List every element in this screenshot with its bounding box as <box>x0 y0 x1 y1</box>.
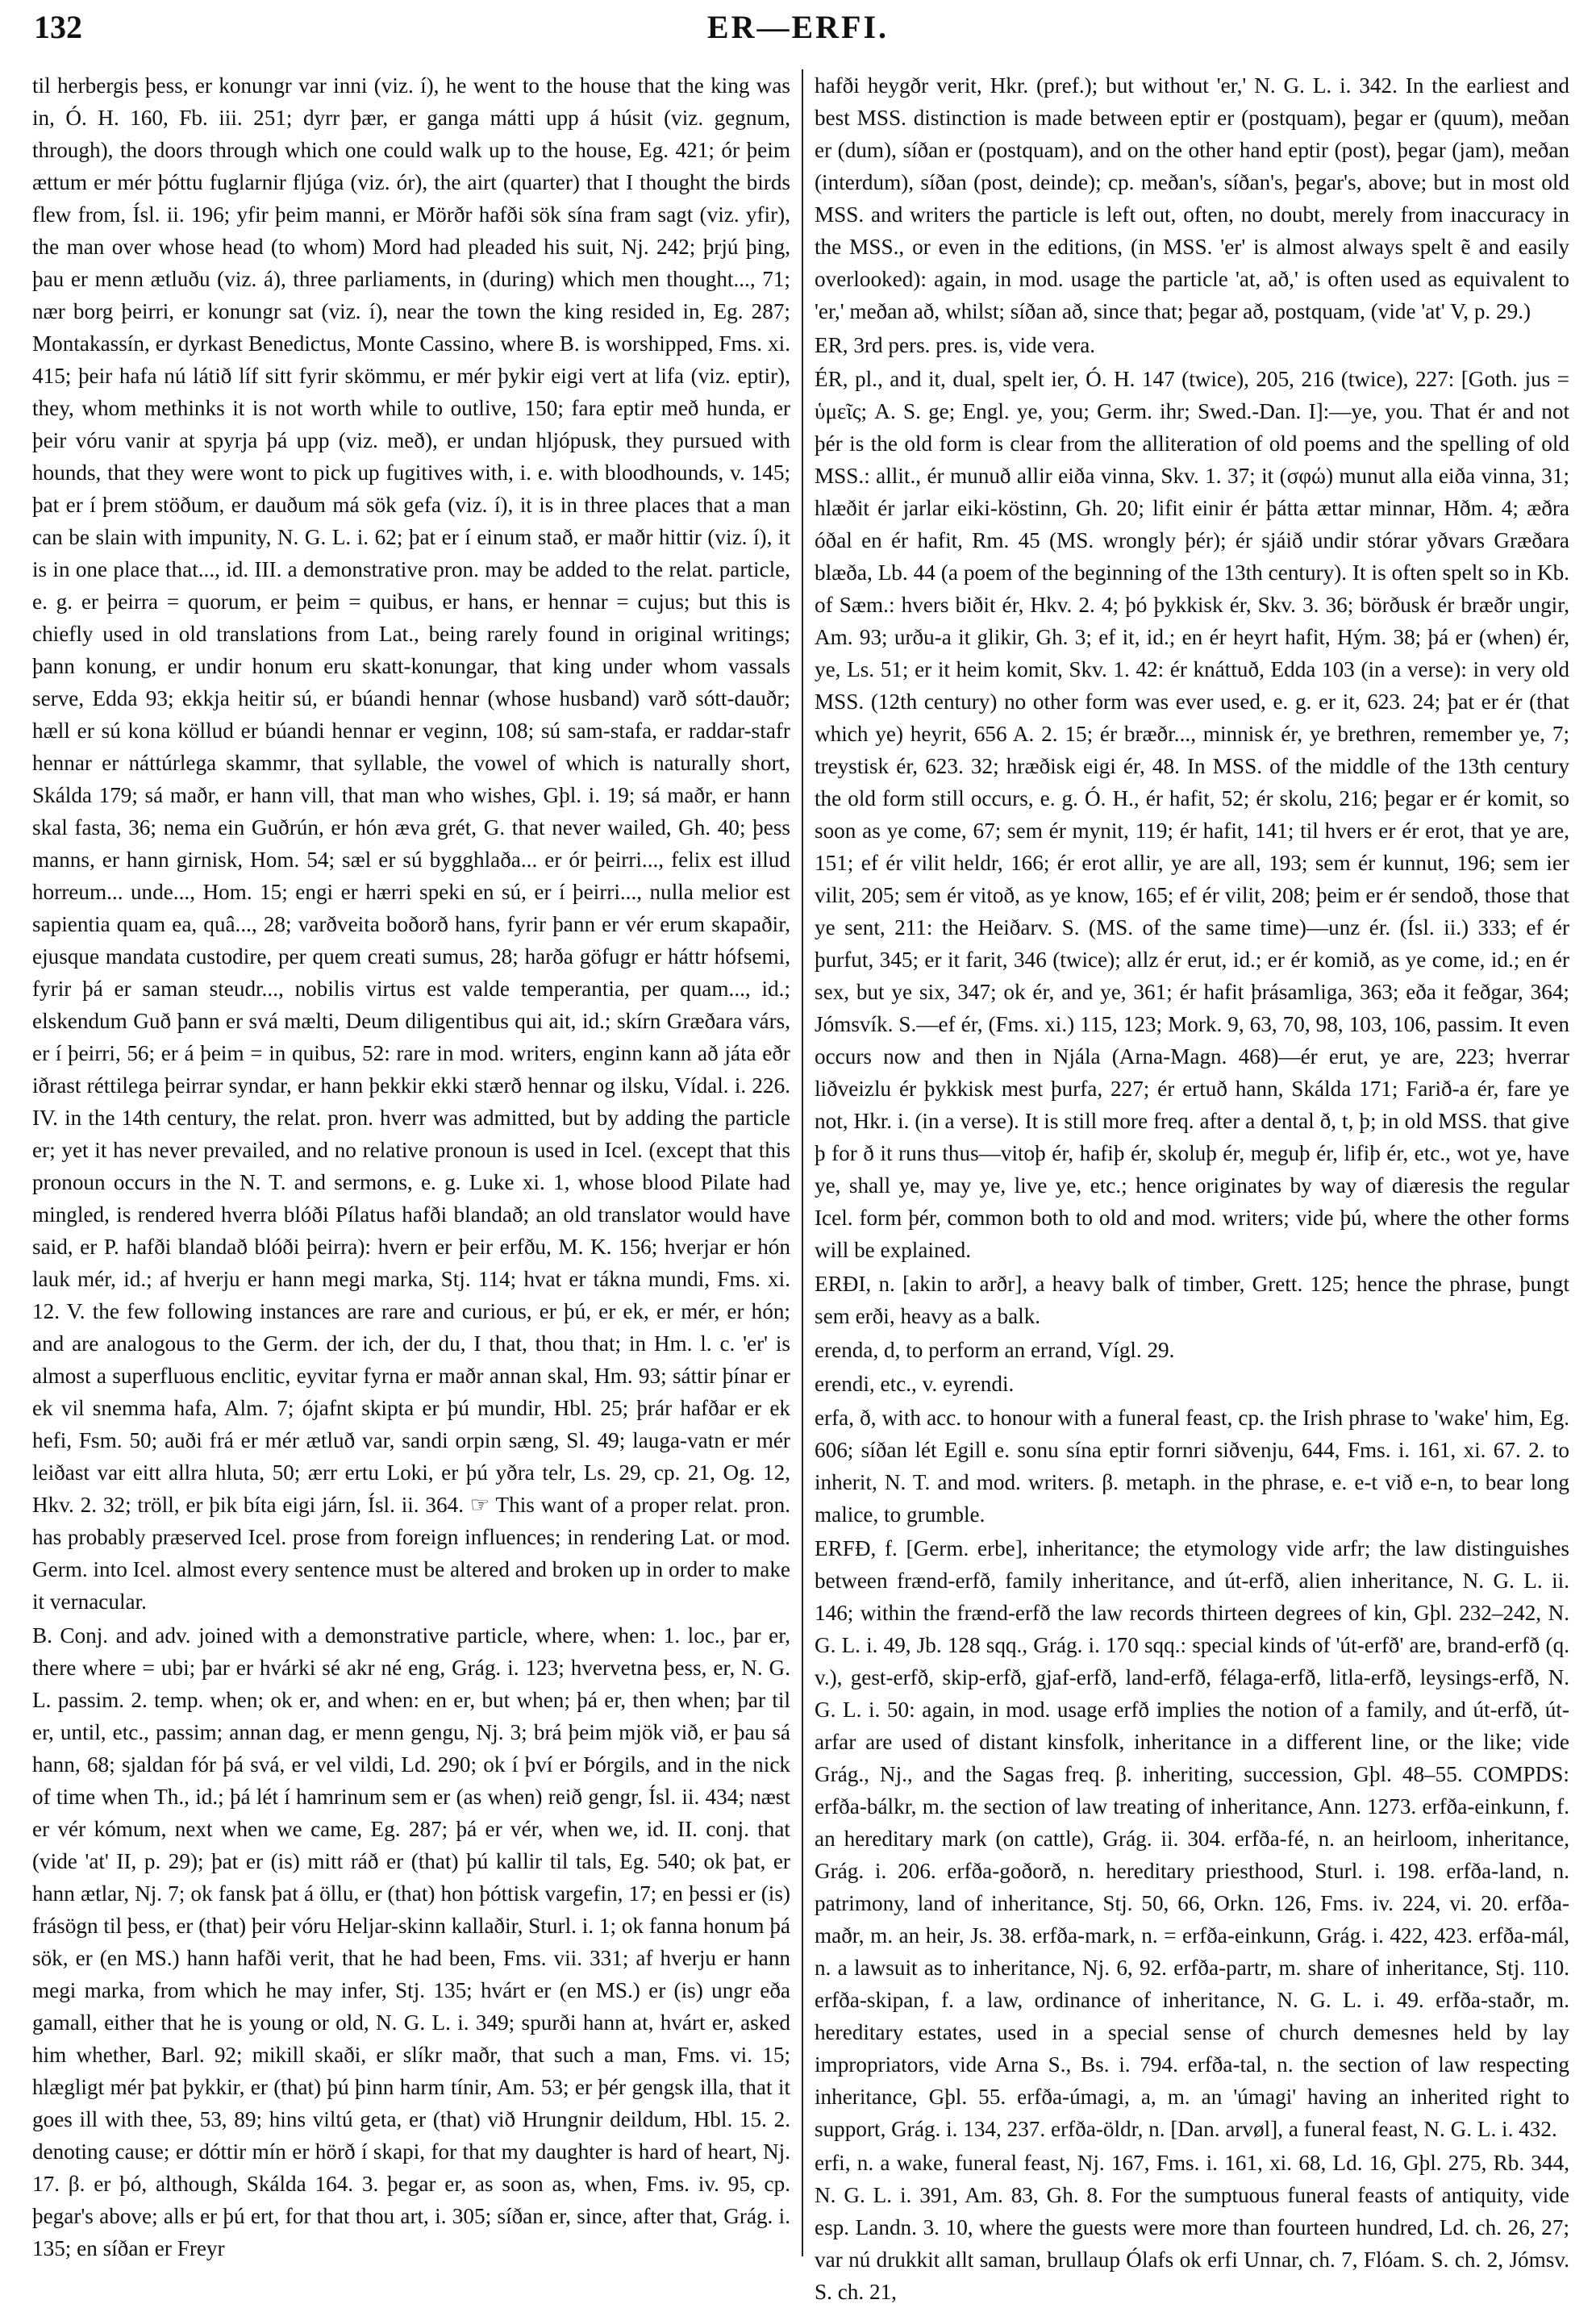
entry-paragraph: til herbergis þess, er konungr var inni (viz. í), he went to the house that the king was in, Ó. H. 160, Fb. iii. 251; dyrr þær, er ganga mátti upp á húsit (viz. gegnum, through), the doors through which one could walk up to the house, Eg. 421; ór þeim ættum er mér þóttu fuglarnir fljúga (viz. ór), the airt (quarter) that I thought the birds flew from, Ísl. ii. 196; yfir þeim manni, er Mörðr hafði sök sína fram sagt (viz. yfir), the man over whose head (to whom) Mord had pleaded his suit, Nj. 242; þrjú þing, þau er menn ætluðu (viz. á), three parliaments, in (during) which men thought..., 71; nær borg þeirri, er konungr sat (viz. í), near the town the king resided in, Eg. 287; Montakassín, er dyrkast Benedictus, Monte Cassino, where B. is worshipped, Fms. xi. 415; þeir hafa nú látið líf sitt fyrir skömmu, er mér þykir eigi vert at lifa (viz. eptir), they, whom methinks it is not worth while to outlive, 150; fara eptir með hunda, er þeir vóru vanir at spyrja þá upp (viz. með), er undan hljópusk, they pursued with hounds, that they were wont to pick up fugitives with, i. e. with bloodhounds, v. 145; þat er í þrem stöðum, er dauðum má sök gefa (viz. í), it is in three places that a man can be slain with impunity, N. G. L. i. 62; þat er í einum stað, er maðr hittir (viz. í), it is in one place that..., id. III. a demonstrative pron. may be added to the relat. particle, e. g. er þeirra = quorum, er þeim = quibus, er hans, er hennar = cujus; but this is chiefly used in old translations from Lat., being rarely found in original writings; þann konung, er undir honum eru skatt-konungar, that king under whom vassals serve, Edda 93; ekkja heitir sú, er búandi hennar (whose husband) varð sótt-dauðr; hæll er sú kona köllud er búandi hennar er veginn, 108; sú sam-stafa, er raddar-stafr hennar er náttúrlega skammr, that syllable, the vowel of which is naturally short, Skálda 179; sá maðr, er hann vill, that man who wishes, Gþl. i. 19; sá maðr, er hann skal fasta, 36; nema ein Guðrún, er hón æva grét, G. that never wailed, Gh. 40; þess manns, er hann girnisk, Hom. 54; sæl er sú bygghlaða... er ór þeirri..., felix est illud horreum... unde..., Hom. 15; engi er hærri speki en sú, er í þeirri..., nulla melior est sapientia quam ea, quâ..., 28; varðveita boðorð hans, fyrir þann er vér erum skapaðir, ejusque mandata custodire, per quem creati sumus, 28; harða göfugr er háttr hófsemi, fyrir þá er saman steudr..., nobilis virtus est valde temperantia, per quam..., id.; elskendum Guð þann er svá mælti, Deum diligentibus qui ait, id.; skírn Græðara várs, er í þeirri, 56; er á þeim = in quibus, 52: rare in mod. writers, enginn kann að játa eðr iðrast réttilega þeirrar syndar, er hann þekkir ekki stærð hennar og ilsku, Vídal. i. 226. IV. in the 14th century, the relat. pron. hverr was admitted, but by adding the particle er; yet it has never prevailed, and no relative pronoun is used in Icel. (except that this pronoun occurs in the N. T. and sermons, e. g. Luke xi. 1, whose blood Pilate had mingled, is rendered hverra blóði Pílatus hafði blandað; an old translator would have said, er P. hafði blandað blóði þeirra): hvern er þeir erfðu, M. K. 156; hverjar er hón lauk mér, id.; af hverju er hann megi marka, Stj. 114; hvat er tákna mundi, Fms. xi. 12. V. the few following instances are rare and curious, er þú, er ek, er mér, er hón; and are analogous to the Germ. der ich, der du, I that, thou that; in Hm. l. c. 'er' is almost a superfluous enclitic, eyvitar fyrna er maðr annan skal, Hm. 93; sáttir þínar er ek vil snemma hafa, Alm. 7; ójafnt skipta er þú mundir, Hbl. 25; þrár hafðar er ek hefi, Fsm. 50; auði frá er mér ætluð var, sandi orpin sæng, Sl. 49; lauga-vatn er mér leiðast var eitt allra hluta, 50; ærr ertu Loki, er þú yðra telr, Ls. 29, cp. 21, Og. 12, Hkv. 2. 32; tröll, er þik bíta eigi járn, Ísl. ii. 364. ☞ This want of a proper relat. pron. has probably præserved Icel. prose from foreign influences; in rendering Lat. or mod. Germ. into Icel. almost every sentence must be altered and broken up in order to make it vernacular. <box>32 73 790 1614</box>
entry-paragraph: hafði heygðr verit, Hkr. (pref.); but without 'er,' N. G. L. i. 342. In the earliest and best MSS. distinction is made between eptir er (postquam), þegar er (quum), meðan er (dum), síðan er (postquam), and on the other hand eptir (post), þegar (jam), meðan (interdum), síðan (post, deinde); cp. meðan's, síðan's, þegar's, above; but in most old MSS. and writers the particle is left out, often, no doubt, merely from inaccuracy in the MSS., or even in the editions, (in MSS. 'er' is almost always spelt ẽ and easily overlooked): again, in mod. usage the particle 'at, að,' is often used as equivalent to 'er,' meðan að, whilst; síðan að, since that; þegar að, postquam, (vide 'at' V, p. 29.) <box>815 73 1569 323</box>
entry-paragraph: erenda, d, to perform an errand, Vígl. 29. <box>815 1338 1175 1362</box>
entry-paragraph: ER, 3rd pers. pres. is, vide vera. <box>815 333 1096 357</box>
left-column <box>32 69 790 2260</box>
entry-paragraph: ERÐI, n. [akin to arðr], a heavy balk of timber, Grett. 125; hence the phrase, þungt sem erði, heavy as a balk. <box>815 1272 1569 1328</box>
entry-paragraph: erendi, etc., v. eyrendi. <box>815 1372 1015 1396</box>
entry-paragraph: B. Conj. and adv. joined with a demonstrative particle, where, when: 1. loc., þar er, there where = ubi; þar er hvárki sé akr né eng, Grág. i. 123; hvervetna þess, er, N. G. L. passim. 2. temp. when; ok er, and when: en er, but when; þá er, then when; þar til er, until, etc., passim; annan dag, er menn gengu, Nj. 3; brá þeim mjök við, er þau sá hann, 68; sjaldan fór þá svá, er vel vildi, Ld. 290; ok í því er Þórgils, and in the nick of time when Th., id.; þá lét í hamrinum sem er (as when) reið gengr, Ísl. ii. 434; næst er vér kómum, next when we came, Eg. 287; þá er vér, when we, id. II. conj. that (vide 'at' II, p. 29); þat er (is) mitt ráð er (that) þú kallir til tals, Eg. 540; ok þat, er hann ætlar, Nj. 7; ok fansk þat á öllu, er (that) hon þóttisk vargefin, 17; en þessi er (is) frásögn til þess, er (that) þeir vóru Heljar-skinn kallaðir, Sturl. i. 1; ok fanna honum þá sök, er (en MS.) hann hafði verit, that he had been, Fms. vii. 331; af hverju er hann megi marka, from which he may infer, Stj. 135; hvárt er (en MS.) er (is) ungr eða gamall, either that he is young or old, N. G. L. i. 349; spurði hann at, hvárt er, asked him whether, Barl. 92; mikill skaði, er slíkr maðr, that such a man, Fms. vi. 15; hlægligt mér þat þykkir, er (that) þú þinn harm tínir, Am. 53; er þér gengsk illa, that it goes ill with thee, 53, 89; hins viltú geta, er (that) við Hrungnir deildum, Hbl. 15. 2. denoting cause; er dóttir mín er hörð í skapi, for that my daughter is hard of heart, Nj. 17. β. er þó, although, Skálda 164. 3. þegar er, as soon as, when, Fms. iv. 95, cp. þegar's above; alls er þú ert, for that thou art, i. 305; síðan er, since, after that, Grág. i. 135; en síðan er Freyr <box>32 1623 790 2260</box>
entry-paragraph: ÉR, pl., and it, dual, spelt ier, Ó. H. 147 (twice), 205, 216 (twice), 227: [Goth. jus = ὑμεῖς; A. S. ge; Engl. ye, you; Germ. ihr; Swed.-Dan. I]:—ye, you. That ér and not þér is the old form is clear from the alliteration of old poems and the spelling of old MSS.: allit., ér munuð allir eiða vinna, Skv. 1. 37; it (σφώ) munut alla eiða vinna, 31; hlæðit ér jarlar eiki-köstinn, Gh. 20; lifit einir ér þátta ættar minnar, Hðm. 4; æðra óðal en ér hafit, Rm. 45 (MS. wrongly þér); ér sjáið undir stórar yðvars Græðara blæða, Lb. 44 (a poem of the beginning of the 13th century). It is often spelt so in Kb. of Sæm.: hvers biðit ér, Hkv. 2. 4; þó þykkisk ér, Skv. 3. 36; börðusk ér bræðr ungir, Am. 93; urðu-a it glikir, Gh. 3; ef it, id.; en ér heyrt hafit, Hým. 38; þá er (when) ér, ye, Ls. 51; er it heim komit, Skv. 1. 42: ér knáttuð, Edda 103 (in a verse): in very old MSS. (12th century) no other form was ever used, e. g. er it, 623. 24; þat er ér (that which ye) heyrit, 656 A. 2. 15; ér bræðr..., minnisk ér, ye brethren, remember ye, 7; treystisk ér, 623. 32; hræðisk eigi ér, 48. In MSS. of the middle of the 13th century the old form still occurs, e. g. Ó. H., ér hafit, 52; ér skolu, 216; þegar er ér komit, so soon as ye come, 67; sem ér mynit, 119; ér hafit, 141; til hvers er ér erot, that ye are, 151; ef ér vilit heldr, 166; ér erot allir, ye are all, 193; sem ér kunnut, 196; sem ier vilit, 205; sem ér vitoð, as ye know, 165; ef ér vilit, 208; þeim er ér sendoð, those that ye sent, 211: the Heiðarv. S. (MS. of the same time)—unz ér. (Ísl. ii.) 333; ef ér þurfut, 345; er it farit, 346 (twice); allz ér erut, id.; er ér komið, as ye come, id.; en ér sex, but ye six, 347; ok ér, and ye, 361; ér hafit þrásamliga, 363; eða it feðgar, 364; Jómsvík. S.—ef ér, (Fms. xi.) 115, 123; Mork. 9, 63, 70, 98, 103, 106, passim. It even occurs now and then in Njála (Arna-Magn. 468)—ér erut, ye are, 223; hverrar liðveizlu ér þykkisk mest þurfa, 227; ér ertuð hann, Skálda 171; Farið-a ér, fare ye not, Hkr. i. (in a verse). It is still more freq. after a dental ð, t, þ; in old MSS. that give þ for ð it runs thus—vitoþ ér, hafiþ ér, skoluþ ér, meguþ ér, lifiþ ér, etc., wot ye, have ye, shall ye, may ye, live ye, etc.; hence originates by way of diæresis the regular Icel. form þér, common both to old and mod. writers; vide þú, where the other forms will be explained. <box>815 367 1569 1262</box>
entry-paragraph: erfa, ð, with acc. to honour with a funeral feast, cp. the Irish phrase to 'wake' him, Eg. 606; síðan lét Egill e. sonu sína eptir fornri siðvenju, 644, Fms. i. 161, xi. 67. 2. to inherit, N. T. and mod. writers. β. metaph. in the phrase, e. e-t við e-n, to bear long malice, to grumble. <box>815 1406 1569 1527</box>
entry-paragraph: ERFÐ, f. [Germ. erbe], inheritance; the etymology vide arfr; the law distinguishes between frænd-erfð, family inheritance, and út-erfð, alien inheritance, N. G. L. ii. 146; within the frænd-erfð the law records thirteen degrees of kin, Gþl. 232–242, N. G. L. i. 49, Jb. 128 sqq., Grág. i. 170 sqq.: special kinds of 'út-erfð' are, brand-erfð (q. v.), gest-erfð, skip-erfð, gjaf-erfð, land-erfð, félaga-erfð, litla-erfð, leysings-erfð, N. G. L. i. 50: again, in mod. usage erfð implies the notion of a family, and út-erfð, út-arfar are used of distant kinsfolk, inheritance in a different line, or the like; vide Grág., Nj., and the Sagas freq. β. inheriting, succession, Gþl. 48–55. COMPDS: erfða-bálkr, m. the section of law treating of inheritance, Ann. 1273. erfða-einkunn, f. an hereditary mark (on cattle), Grág. ii. 304. erfða-fé, n. an heirloom, inheritance, Grág. i. 206. erfða-goðorð, n. hereditary priesthood, Sturl. i. 198. erfða-land, n. patrimony, land of inheritance, Stj. 50, 66, Orkn. 126, Fms. iv. 224, vi. 20. erfða-maðr, m. an heir, Js. 38. erfða-mark, n. = erfða-einkunn, Grág. i. 422, 423. erfða-mál, n. a lawsuit as to inheritance, Nj. 6, 92. erfða-partr, m. share of inheritance, Stj. 110. erfða-skipan, f. a law, ordinance of inheritance, N. G. L. i. 49. erfða-staðr, m. hereditary estates, used in a special sense of church demesnes held by lay impropriators, vide Arna S., Bs. i. 794. erfða-tal, n. the section of law respecting inheritance, Gþl. 55. erfða-úmagi, a, m. an 'úmagi' having an inherited right to support, Grág. i. 134, 237. erfða-öldr, n. [Dan. arvøl], a funeral feast, N. G. L. i. 432. <box>815 1536 1569 2141</box>
running-head: ER—ERFI. <box>706 9 890 45</box>
column-divider <box>802 69 803 2256</box>
right-column <box>815 69 1569 2304</box>
page-header <box>34 8 1562 53</box>
entry-paragraph: erfi, n. a wake, funeral feast, Nj. 167, Fms. i. 161, xi. 68, Ld. 16, Gþl. 275, Rb. 344, N. G. L. i. 391, Am. 83, Gh. 8. For the sumptuous funeral feasts of antiquity, vide esp. Landn. 3. 10, where the guests were more than fourteen hundred, Ld. ch. 26, 27; var nú drukkit allt saman, brullaup Ólafs ok erfi Unnar, ch. 7, Flóam. S. ch. 2, Jómsv. S. ch. 21, <box>815 2151 1569 2304</box>
page-number: 132 <box>34 9 82 45</box>
